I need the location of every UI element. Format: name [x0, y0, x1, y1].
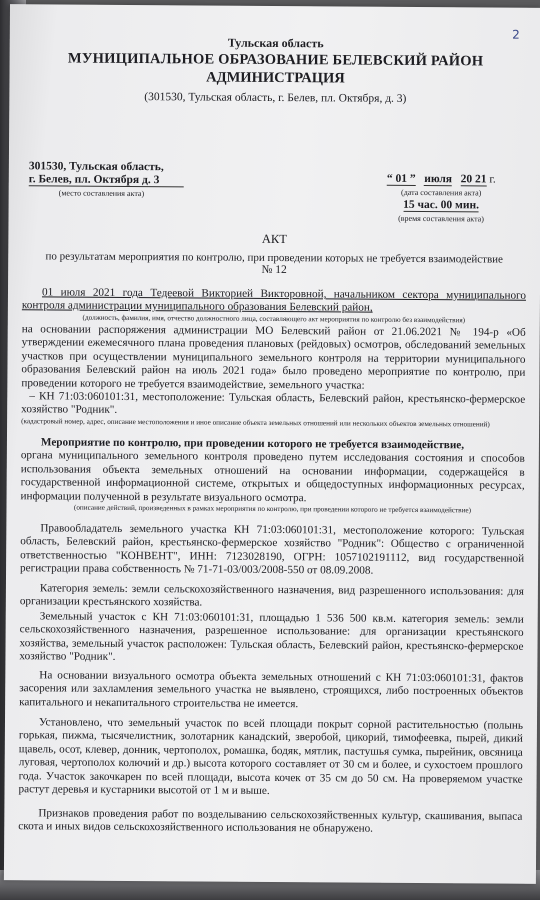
paragraph-inspection	[19, 669, 523, 713]
act-subtitle: по результатам мероприятия по контролю, при проведении которых не требуется взаимодействие	[45, 250, 503, 266]
document-page	[4, 4, 540, 884]
paragraph-basis	[21, 323, 526, 428]
date-month: июля	[424, 173, 453, 186]
paragraph-measure	[20, 436, 525, 515]
land-plot-text: – КН 71:03:060101:31, местоположение: Тульская область, Белевский район, крестьянско-фермерское хозяйство "Родник".	[21, 390, 526, 417]
date-year-suffix: г.	[489, 173, 496, 186]
paragraph-findings	[18, 716, 523, 800]
header-address: (301530, Тульская область, г. Белев, пл. Октября, д. 3)	[144, 91, 407, 105]
paragraph-inspector	[22, 286, 526, 324]
measure-text: органа муниципального земельного контроля проведено путем исследования состояния и способов использования объекта земельных отношений на основании информации, содержащейся в государственной информационной системе, открытых и общедоступных информационных ресурсах, информации полученной в результате визуального осмотра.	[20, 449, 525, 504]
place-line-1: 301530, Тульская область,	[28, 160, 164, 174]
measure-heading: Мероприятие по контролю, при проведении которого не требуется взаимодействие,	[40, 436, 465, 452]
act-place	[29, 160, 184, 200]
date-day: “ 01 ”	[386, 172, 416, 185]
place-line-2: г. Белев, пл. Октября д. 3	[29, 173, 184, 187]
place-caption: (место составления акта)	[58, 188, 145, 199]
paragraph-conclusion	[18, 807, 522, 837]
land-plot-caption: (кадастровый номер, адрес, описание местоположения и иное описание объекта земельных отношений или нескольких объектов земельных отношений)	[21, 417, 490, 429]
time-caption: (время составления акта)	[398, 213, 484, 224]
findings-text: Установлено, что земельный участок по всей площади покрыт сорной растительностью (полынь горькая, пижма, тысячелистник, золотарник канадский, зверобой, цикорий, тимофеевка, пырей, дикий щавель, осот, клевер, донник, чертополох, ромашка, бодяк, мятлик, пастушья сумка, пырейник, овсяница луговая, чертополох колючий и др.) высота которого составляет от 30 см и более, и сухостоем прошлого года. Участок закочкарен по всей площади, высота кочек от 35 см до 50 см. На проверяемом участке растут деревья и кустарники высотой от 1 м и выше.	[18, 716, 524, 798]
header-org-name: МУНИЦИПАЛЬНОЕ ОБРАЗОВАНИЕ БЕЛЕВСКИЙ РАЙОН	[67, 50, 484, 70]
page-number: 2	[512, 27, 520, 42]
owner-text: Правообладатель земельного участка КН 71:03:060101:31, местоположение которого: Тульская область, Белевский район, крестьянско-фермерское хозяйство "Родник": Общество с ограниченной ответственностью "КОНВЕНТ", ИНН: 7123028190, ОГРН: 1057102191112, вид государственной регистрации права собственность № 71-71-03/003/2008-550 от 08.09.2008.	[20, 522, 525, 577]
category-text: Категория земель: земли сельскохозяйственного назначения, вид разрешенного использования: для организации крестьянского хозяйства.	[19, 582, 524, 609]
date-year: 20 21	[460, 173, 487, 186]
inspection-text: На основании визуального осмотра объекта земельных отношений с КН 71:03:060101:31, фактов засорения или захламления земельного участка не выявлено, строящихся, либо построенных объектов капитального и некапитального строительства не имеется.	[19, 669, 524, 710]
act-number: № 12	[261, 263, 287, 277]
paragraph-plot	[19, 610, 523, 667]
date-caption: (дата составления акта)	[401, 187, 482, 198]
paragraph-owner	[20, 522, 524, 579]
measure-caption: (описание действий, произведенных в рамках мероприятия по контролю, при проведении которого не требуется взаимодействие)	[73, 503, 472, 515]
inspector-caption: (должность, фамилия, имя, отчество должностного лица, составляющего акт мероприятия по контролю без взаимодействия)	[82, 313, 466, 325]
act-date	[368, 173, 513, 226]
conclusion-text: Признаков проведения работ по возделыванию сельскохозяйственных культур, скашивания, выпаса скота и иных видов сельскохозяйственного использования не обнаружено.	[18, 807, 523, 836]
header-administration: АДМИНИСТРАЦИЯ	[206, 69, 345, 87]
paragraph-category	[20, 582, 524, 612]
act-title: АКТ	[261, 231, 287, 247]
inspector-text: 01 июля 2021 года Тедеевой Викторией Викторовной, начальником сектора муниципального контроля администрации муниципального образования Белевский район,	[21, 286, 527, 315]
header-region: Тульская область	[227, 35, 324, 51]
plot-text: Земельный участок с КН 71:03:060101:31, площадью 1 536 500 кв.м. категория земель: земли сельскохозяйственного назначения, разрешенное использование: для организации крестьянского хозяйства, земельный участок расположен: Тульская область, Белевский район, крестьянско-фермерское хозяйство "Родник".	[19, 610, 524, 664]
basis-text: на основании распоряжения администрации МО Белевский район от 21.06.2021 № 194-р «Об утверждении ежемесячного плана проведения плановых (рейдовых) осмотров, обследований земельных участков при осуществлении муниципального земельного контроля на территории муниципального образования Белевский район на июль 2021 года» было проведено мероприятие по контролю, при проведении которого не требуется взаимодействие, земельного участка:	[21, 323, 526, 392]
date-time: 15 час. 00 мин.	[403, 198, 480, 212]
